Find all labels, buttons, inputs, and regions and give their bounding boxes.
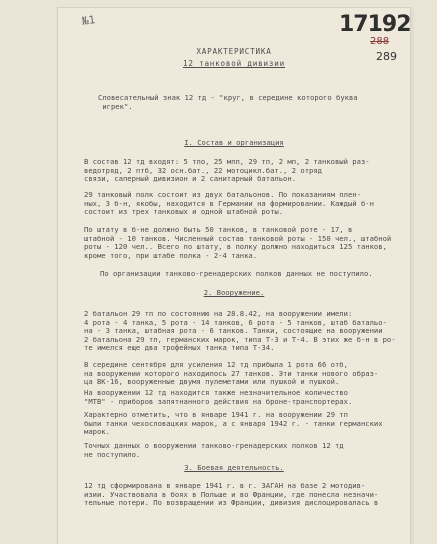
section-2-paragraph-1: 2 батальон 29 тп по состоянию на 28.8.42, на вооружении имели: 4 рота - 4 танка, 5 рота - 14 танков, 6 рота - 5 танков, штаб батальо- на - 3 танка, штабная рота - 6 танков. Танки, состоящие на вооружении 2 батальона 29 тп, германских марок, типа Т-3 и Т-4. В этих же б-н в ро- те имелся еще два трофейных танка типа Т-34.	[84, 309, 396, 353]
section-2-heading: 2. Вооружение.	[203, 288, 265, 297]
intro-paragraph: Словесательный знак 12 тд - "круг, в середине которого буква игрек".	[98, 93, 358, 111]
page-number: 289	[376, 50, 397, 63]
corner-mark: №1	[81, 13, 97, 28]
section-3-paragraph-1: 12 тд сформирована в январе 1941 г. в г. ЗАГАН на базе 2 мотодив- изии. Участвовала в боях в Польше и во Франции, где понесла незначи- тельные потери. По возвращении из Франции, дивизия дислоцировалась в	[84, 481, 379, 508]
section-3-heading: 3. Боевая деятельность.	[184, 463, 284, 472]
section-1-paragraph-1: В состав 12 тд входят: 5 тпо, 25 мпп, 29 тп, 2 мп, 2 танковый раз- ведотряд, 2 птб, 32 осн.бат., 22 мотоцикл.бат., 2 отряд связи, саперный дивизион и 2 санитарный батальон.	[84, 157, 370, 184]
document-page	[58, 8, 410, 544]
section-1-paragraph-2: 29 танковый полк состоит из двух батальонов. По показаниям плен- ных, 3 б-н, якобы, находится в Германии на формировании. Каждый б-н состоит из трех танковых и одной штабной роты.	[84, 190, 374, 217]
section-2-paragraph-4: Характерно отметить, что в январе 1941 г. на вооружении 29 тп были танки чехословацких марок, а с января 1942 г. - танки германских марок.	[84, 410, 383, 437]
section-1-heading: I. Состав и организация	[184, 138, 284, 147]
handwritten-sub-number: 288	[370, 36, 390, 47]
section-2-paragraph-5: Точных данных о вооружении танково-гренадерских полков 12 тд не поступило.	[84, 441, 344, 459]
section-2-paragraph-3: На вооружении 12 тд находится также незначительное количество "МТВ" - приборов запятнанного действия на броне-транспортерах.	[84, 388, 353, 406]
document-subtitle: 12 танковой дивизии	[182, 59, 286, 68]
section-1-paragraph-3: По штату в б-не должно быть 50 танков, в танковой роте - 17, в штабной - 10 танков. Численный состав танковой роты - 150 чел., штабной роты - 120 чел.. Всего по штату, в полку должно находиться 125 танков, кроме того, при штабе полка - 2-4 танка.	[84, 225, 392, 260]
section-2-paragraph-2: В середине сентября для усиления 12 тд прибыла 1 рота 66 отб, на вооружении которого находилось 27 танков. Эти танки нового образ- ца ВК-16, вооруженные двумя пулеметами или пушкой и пушкой.	[84, 360, 379, 387]
archive-number: 17192	[339, 12, 411, 37]
document-title: ХАРАКТЕРИСТИКА	[196, 47, 272, 56]
section-1-paragraph-4: По организации танково-гренадерских полков данных не поступило.	[100, 269, 373, 278]
